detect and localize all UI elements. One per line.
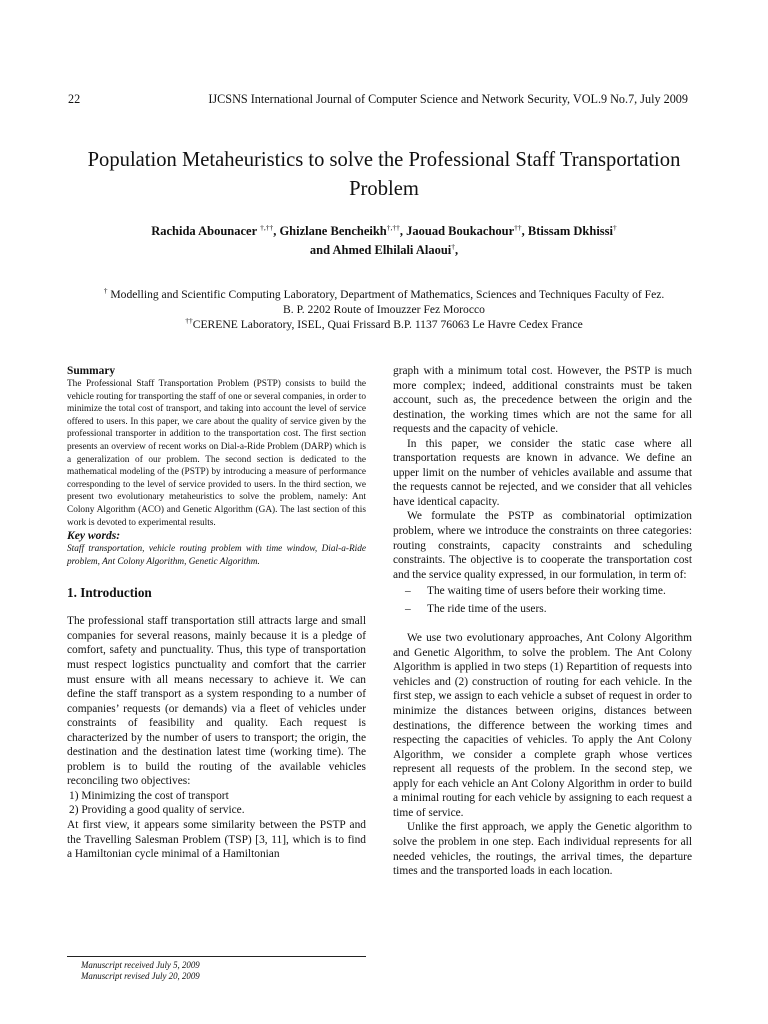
affiliation-text: Modelling and Scientific Computing Laboratory, Department of Mathematics, Sciences and Techniques Faculty of Fez. [107,288,665,301]
dash-marker: – [405,602,411,615]
affiliation-mark: † [103,286,108,295]
affiliations [60,287,708,332]
objective-item-2: 2) Providing a good quality of service. [69,804,245,817]
keywords-text: Staff transportation, vehicle routing problem with time window, Dial-a-Ride problem, Ant Colony Algorithm, Genetic Algorithm. [67,544,366,567]
bullet-text: The waiting time of users before their working time. [427,585,666,598]
body-paragraph: Unlike the first approach, we apply the Genetic algorithm to solve the problem in one step. Each individual represents for all needed vehicles, the routings, the arrival times, the departure times and the transported loads in each location. [393,821,692,878]
body-paragraph: In this paper, we consider the static case where all transportation requests are known in advance. We define an upper limit on the number of vehicles available and assume that the requests cannot be rejected, and we consider that all vehicles have identical capacity. [393,437,692,508]
running-header [68,92,688,108]
affiliation-1 [60,287,708,302]
body-paragraph: We formulate the PSTP as combinatorial optimization problem, where we introduce the constraints on three categories: routing constraints, capacity constraints and scheduling constraints. The objective is to cooperate the transportation cost and the service quality expressed, in our formulation, in term of: [393,510,692,581]
affiliation-mark: †† [185,316,193,325]
journal-name: IJCSNS International Journal of Computer Science and Network Security, VOL.9 No.7, July 2009 [208,92,688,106]
page-number: 22 [68,92,81,106]
summary-text: The Professional Staff Transportation Problem (PSTP) consists to build the vehicle routing for transporting the staff of one or several companies, in order to minimize the total cost of transport, and taking into account the level of service offered to users. In this paper, we care about the quality of service given by the professional transporter in addition to the transportation cost. The first section presents an overview of recent works on Dial-a-Ride Problem (DARP) which is a generalization of our problem. The second section is dedicated to the mathematical modeling of the (PSTP) by introducing a measure of performance corresponding to the level of service provided to users. In the third section, we present two evolutionary metaheuristics to solve the problem, namely: Ant Colony Algorithm (ACO) and Genetic Algorithm (GA). The last section of this work is devoted to experimental results. [67,379,366,528]
dash-marker: – [405,585,411,598]
author-list [80,222,688,260]
author-affil-mark: †,†† [386,223,400,232]
author-name: , Btissam Dkhissi [521,224,614,238]
author-affil-mark: † [451,242,455,251]
spacer [393,619,692,631]
left-column [67,364,366,862]
author-affil-mark: †,†† [260,223,274,232]
bullet-text: The ride time of the users. [427,602,547,615]
footnote-revised: Manuscript revised July 20, 2009 [81,971,200,982]
author-line-2 [80,241,688,260]
author-affil-mark: † [613,223,617,232]
section-heading-introduction: 1. Introduction [67,585,152,601]
objective-item-1: 1) Minimizing the cost of transport [69,789,229,802]
affiliation-2 [60,317,708,332]
bullet-item [393,584,692,599]
body-paragraph: We use two evolutionary approaches, Ant Colony Algorithm and Genetic Algorithm, to solve the problem. The Ant Colony Algorithm is applied in two steps (1) Repartition of requests into vehicles and (2) construction of routing for each vehicle. In the first step, we assign to each vehicle a subset of request in order to minimize the distances between origins, distances between destinations, the difference between the working times and respecting the capacities of vehicles. To apply the Ant Colony Algorithm, we consider a complete graph whose vertices represent all requests of the problem. In the second step, we apply for each vehicle an Ant Colony Algorithm in order to build a minimal routing for each vehicle by assigning to each request a time of service. [393,632,692,819]
affiliation-1-address: B. P. 2202 Route of Imouzzer Fez Morocco [283,303,485,316]
author-affil-mark: †† [514,223,522,232]
body-paragraph: graph with a minimum total cost. However, the PSTP is much more complex; indeed, additional constraints must be taken account, such as, the precedence between the origin and the destination, the working times which are not the same for all requests and the capacity of vehicle. [393,365,692,436]
right-column [393,364,692,879]
manuscript-footnotes [67,956,366,983]
paper-title: Population Metaheuristics to solve the Professional Staff Transportation Problem [87,149,681,200]
author-punctuation: , [455,243,459,257]
affiliation-text: CERENE Laboratory, ISEL, Quai Frissard B.P. 1137 76063 Le Havre Cedex France [192,318,583,331]
keywords-heading: Key words: [67,529,121,543]
author-name: , Jaouad Boukachour [399,224,515,238]
summary-heading: Summary [67,365,116,377]
footnote-received: Manuscript received July 5, 2009 [81,960,200,970]
author-name: and Ahmed Elhilali Alaoui [309,243,452,257]
footnote-rule [67,956,366,957]
intro-paragraph-1: The professional staff transportation still attracts large and small companies for several reasons, mainly because it is a pledge of comfort, safety and punctuality. Thus, this type of transportation must respect logistics punctuality and comfort that the carrier must ensure with all means necessary to achieve it. We can define the staff transport as a system responding to a number of companies’ requests (or demands) via a fleet of vehicles under constraints of feasibility and quality. Each request is characterized by the number of users to transport; the origin, the destination and the destination latest time (working time). The problem is to build the routing of the available vehicles reconciling two objectives: [67,615,366,788]
author-name: , Ghizlane Bencheikh [273,224,387,238]
author-name: Rachida Abounacer [151,224,257,238]
bullet-item [393,602,692,617]
intro-paragraph-2: At first view, it appears some similarity between the PSTP and the Travelling Salesman Problem (TSP) [3, 11], which is to find a Hamiltonian cycle minimal of a Hamiltonian [67,818,366,861]
author-line-1 [80,222,688,241]
